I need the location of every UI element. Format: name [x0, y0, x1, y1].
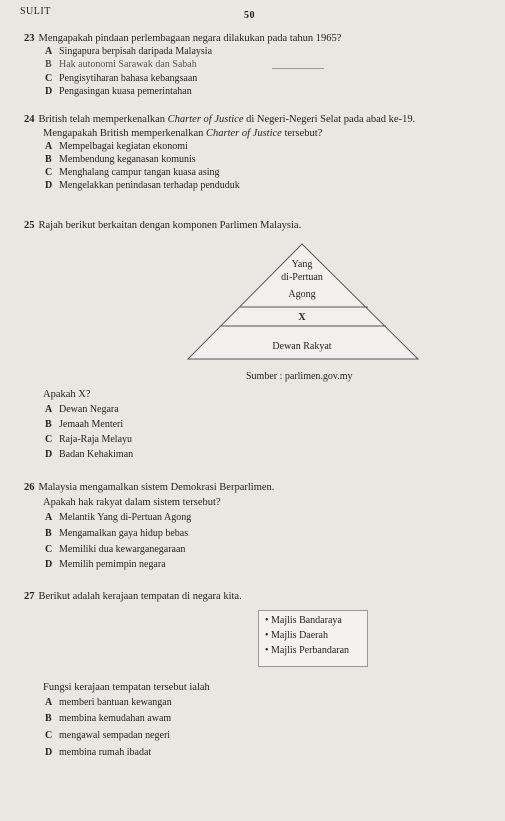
q25-option-d[interactable]: D Badan Kehakiman [45, 449, 134, 460]
q27-option-c[interactable]: C mengawal sempadan negeri [45, 730, 171, 741]
divider [272, 68, 324, 69]
pyramid-top-line1: Yang [291, 259, 313, 270]
box-item: • Majlis Daerah [265, 628, 361, 643]
q24-option-c[interactable]: C Menghalang campur tangan kuasa asing [45, 167, 220, 178]
pyramid-top-line2: di-Pertuan [281, 272, 323, 283]
question-number: 26 [24, 482, 35, 493]
q23-option-a[interactable]: A Singapura berpisah daripada Malaysia [45, 46, 213, 57]
q27-option-d[interactable]: D membina rumah ibadat [45, 747, 152, 758]
question-number: 23 [24, 33, 35, 44]
question-number: 24 [24, 114, 35, 125]
local-government-box [258, 610, 368, 667]
question-number: 27 [24, 591, 35, 602]
q26-option-d[interactable]: D Memilih pemimpin negara [45, 559, 166, 570]
question-26-stem: 26 Malaysia mengamalkan sistem Demokrasi Berparlimen. [24, 482, 275, 493]
pyramid-top-line3: Agong [288, 289, 316, 300]
q26-option-b[interactable]: B Mengamalkan gaya hidup bebas [45, 528, 189, 539]
pyramid-middle-x: X [298, 312, 306, 323]
q26-option-a[interactable]: A Melantik Yang di-Pertuan Agong [45, 512, 192, 523]
question-25-question: Apakah X? [43, 389, 91, 400]
pyramid-bottom: Dewan Rakyat [272, 341, 332, 352]
box-item: • Majlis Perbandaran [265, 643, 361, 658]
q24-option-d[interactable]: D Mengelakkan penindasan terhadap penduduk [45, 180, 240, 191]
page-number: 50 [244, 10, 255, 21]
question-24-stem: 24 British telah memperkenalkan Charter of Justice di Negeri-Negeri Selat pada abad ke-19. [24, 114, 416, 125]
q25-option-b[interactable]: B Jemaah Menteri [45, 419, 124, 430]
question-27-stem: 27 Berikut adalah kerajaan tempatan di negara kita. [24, 591, 242, 602]
q25-option-a[interactable]: A Dewan Negara [45, 404, 119, 415]
q25-option-c[interactable]: C Raja-Raja Melayu [45, 434, 133, 445]
q23-option-c[interactable]: C Pengisytiharan bahasa kebangsaan [45, 73, 198, 84]
q27-option-b[interactable]: B membina kemudahan awam [45, 713, 172, 724]
q24-option-a[interactable]: A Mempelbagai kegiatan ekonomi [45, 141, 188, 152]
q26-option-c[interactable]: C Memiliki dua kewarganegaraan [45, 544, 186, 555]
diagram-source: Sumber : parlimen.gov.my [246, 371, 353, 382]
question-25-stem: 25 Rajah berikut berkaitan dengan komponen Parlimen Malaysia. [24, 220, 302, 231]
parliament-pyramid-diagram [180, 238, 425, 368]
box-item: • Majlis Bandaraya [265, 613, 361, 628]
question-27-question: Fungsi kerajaan tempatan tersebut ialah [43, 682, 210, 693]
q24-option-b[interactable]: B Membendung keganasan komunis [45, 154, 196, 165]
question-26-question: Apakah hak rakyat dalam sistem tersebut? [43, 497, 221, 508]
q23-option-d[interactable]: D Pengasingan kuasa pemerintahan [45, 86, 192, 97]
q23-option-b[interactable]: B Hak autonomi Sarawak dan Sabah [45, 59, 197, 70]
header-sulit: SULIT [20, 6, 51, 17]
q27-option-a[interactable]: A memberi bantuan kewangan [45, 697, 172, 708]
question-23-stem: 23 Mengapakah pindaan perlembagaan negara dilakukan pada tahun 1965? [24, 33, 342, 44]
question-number: 25 [24, 220, 35, 231]
question-24-question: Mengapakah British memperkenalkan Charter of Justice tersebut? [43, 128, 323, 139]
